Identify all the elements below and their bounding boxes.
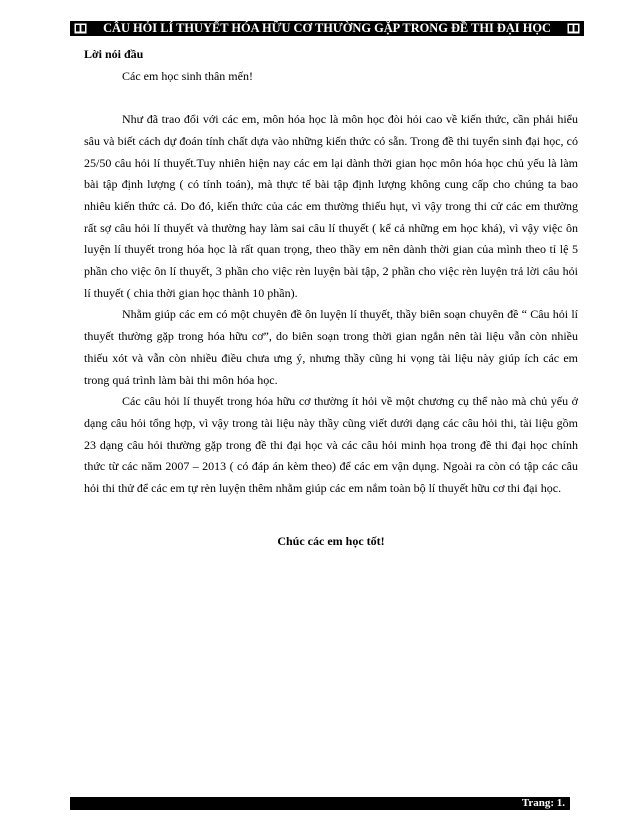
section-heading: Lời nói đầu [84,47,144,61]
book-icon [567,23,580,34]
blank-line [84,87,578,109]
page-number: Trang: 1. [521,797,565,809]
paragraph-1: Như đã trao đổi với các em, môn hóa học là môn học đòi hỏi cao về kiến thức, cần phải hiểu sâu và biết cách dự đoán tính chất dựa vào những kiến thức có sẵn. Trong đề thi tuyển sinh đại học, có 25/50 câu hỏi lí thuyết.Tuy nhiên hiện nay các em lại dành thời gian học môn hóa học chủ yếu là làm bài tập định lượng ( có tính toán), mà thực tế bài tập định lượng không cung cấp cho chúng ta bao nhiêu kiến thức cả. Do đó, kiến thức của các em thường thiếu hụt, vì vậy trong thi cử các em thường rất sợ câu hỏi lí thuyết và thường hay làm sai câu lí thuyết ( kể cả những em học khá), vì vậy việc ôn luyện lí thuyết trong hóa học là rất quan trọng, theo thầy em nên dành thời gian của mình theo tỉ lệ 5 phần cho việc ôn lí thuyết, 3 phần cho việc rèn luyện bài tập, 2 phần cho việc rèn luyện trả lời câu hỏi lí thuyết ( chia thời gian học thành 10 phần). [84,112,578,300]
paragraph-2: Nhằm giúp các em có một chuyên đề ôn luyện lí thuyết, thầy biên soạn chuyên đề “ Câu hỏi lí thuyết thường gặp trong hóa hữu cơ”, do biên soạn trong thời gian ngắn nên tài liệu vẫn còn nhiều thiếu xót và vẫn còn nhiều điều chưa ưng ý, nhưng thầy cũng hi vọng tài liệu này giúp ích các em trong quá trình làm bài thi môn hóa học. [84,307,578,387]
closing-line: Chúc các em học tốt! [277,534,385,549]
document-body [84,44,578,553]
page-footer [70,797,570,810]
blank-line [84,500,578,522]
paragraph-3: Các câu hỏi lí thuyết trong hóa hữu cơ thường ít hỏi về một chương cụ thể nào mà chủ yếu ở dạng câu hỏi tổng hợp, vì vậy trong tài liệu này thầy cũng viết dưới dạng các câu hỏi thi, tài liệu gồm 23 dạng câu hỏi thường gặp trong đề thi đại học và các câu hỏi minh họa trong đề thi đại học chính thức từ các năm 2007 – 2013 ( có đáp án kèm theo) để các em vận dụng. Ngoài ra còn có tập các câu hỏi thi thử để các em tự rèn luyện thêm nhằm giúp các em nắm toàn bộ lí thuyết hữu cơ thi đại học. [84,394,578,496]
book-icon [74,23,87,34]
greeting-line: Các em học sinh thân mến! [122,68,253,83]
page-header [70,21,584,36]
header-title: CÂU HỎI LÍ THUYẾT HÓA HỮU CƠ THƯỜNG GẶP TRONG ĐỀ THI ĐẠI HỌC [103,21,551,35]
